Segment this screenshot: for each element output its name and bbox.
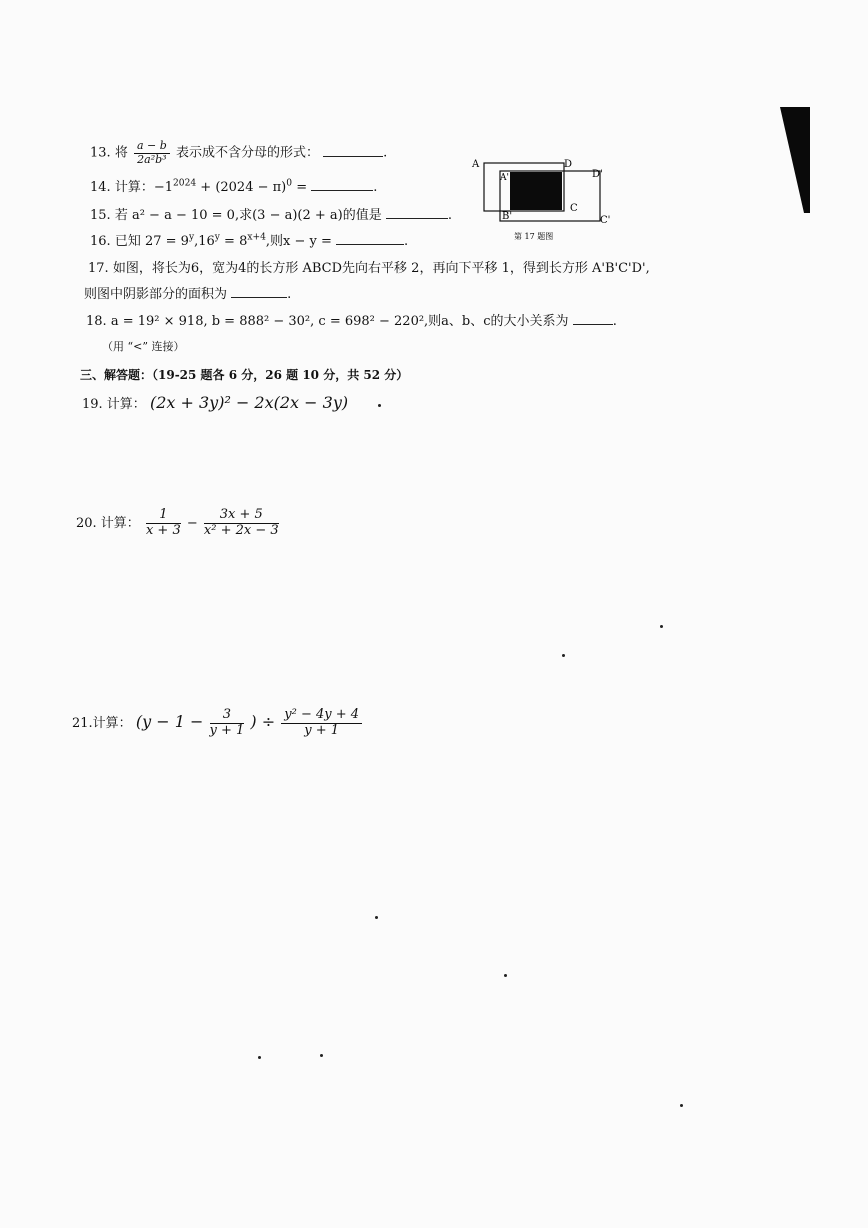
q20-fraction-1	[146, 508, 181, 539]
q21-fraction-1	[210, 708, 245, 739]
question-17-line1	[88, 257, 650, 276]
scan-speck	[680, 1104, 683, 1107]
q16-text3: = 8	[224, 234, 248, 249]
question-21	[72, 708, 364, 739]
q20-frac1-den: x + 3	[145, 522, 181, 538]
question-16	[90, 230, 408, 249]
q21-frac2-num: y² − 4y + 4	[281, 708, 362, 724]
q20-frac2-den: x² + 2x − 3	[203, 522, 279, 538]
q13-end: .	[383, 145, 388, 161]
scan-speck	[320, 1054, 323, 1057]
q18-note: （用 “<” 连接）	[102, 340, 185, 353]
q18-number: 18.	[86, 314, 107, 329]
q13-answer-blank[interactable]	[323, 156, 383, 157]
label-A: A	[472, 159, 480, 170]
q17-answer-blank[interactable]	[231, 297, 287, 298]
scan-shadow	[780, 107, 810, 213]
label-D: D	[564, 159, 573, 170]
q16-exp3: x+4	[247, 232, 266, 243]
q14-answer-blank[interactable]	[311, 190, 373, 191]
q17-number: 17.	[88, 261, 109, 276]
q21-frac1-den: y + 1	[209, 722, 245, 738]
shaded-region	[510, 172, 562, 210]
q15-number: 15.	[90, 208, 111, 223]
q14-exp1: 2024	[173, 178, 197, 189]
q18-answer-blank[interactable]	[573, 324, 613, 325]
q14-text: 计算：−1	[114, 180, 173, 195]
q16-text: 已知 27 = 9	[114, 234, 189, 249]
q16-number: 16.	[90, 234, 111, 249]
question-20	[76, 508, 281, 539]
q14-end: .	[373, 180, 378, 195]
q15-answer-blank[interactable]	[386, 218, 448, 219]
q13-fraction	[134, 140, 170, 166]
scan-speck	[375, 916, 378, 919]
q13-suffix: 表示成不含分母的形式：	[175, 145, 319, 161]
q20-minus: −	[186, 515, 198, 531]
q16-answer-blank[interactable]	[336, 244, 404, 245]
figure-17	[470, 155, 620, 250]
q16-exp1: y	[188, 232, 195, 243]
question-14	[90, 176, 377, 195]
q16-text4: ,则x − y =	[265, 234, 332, 249]
label-A-prime: A'	[500, 173, 509, 183]
q21-frac1-num: 3	[210, 708, 245, 724]
q17-text-line1: 如图，将长为6，宽为4的长方形 ABCD先向右平移 2，再向下平移 1，得到长方形 A'B'C'D',	[112, 261, 650, 276]
q15-end: .	[447, 208, 453, 223]
q20-frac2-num: 3x + 5	[204, 508, 279, 524]
scan-speck	[378, 404, 381, 407]
q13-frac-num: a − b	[134, 140, 170, 154]
q13-prefix: 将	[114, 145, 128, 161]
q15-text: 若 a² − a − 10 = 0,求(3 − a)(2 + a)的值是	[114, 208, 382, 223]
q14-number: 14.	[90, 180, 111, 195]
section-3-heading: 三、解答题：（19-25 题各 6 分，26 题 10 分，共 52 分）	[80, 368, 409, 382]
label-C-prime: C'	[600, 215, 611, 226]
scan-speck	[660, 625, 663, 628]
scan-speck	[258, 1056, 261, 1059]
scan-speck	[504, 974, 507, 977]
q21-open: (y − 1 −	[135, 711, 204, 731]
question-13	[90, 140, 387, 166]
q21-frac2-den: y + 1	[304, 722, 340, 738]
figure-caption: 第 17 题图	[514, 232, 554, 241]
label-B-prime: B'	[502, 211, 513, 222]
q20-frac1-num: 1	[146, 508, 181, 524]
q18-text: a = 19² × 918, b = 888² − 30², c = 698² − 220²,则a、b、c的大小关系为	[110, 314, 569, 329]
q16-end: .	[404, 234, 409, 249]
q17-text-line2: 则图中阴影部分的面积为	[84, 287, 228, 302]
q19-label: 19. 计算：	[82, 397, 146, 412]
question-17-line2	[84, 283, 291, 302]
q20-fraction-2	[204, 508, 279, 539]
q19-expression: (2x + 3y)² − 2x(2x − 3y)	[149, 393, 349, 412]
q21-label: 21.计算：	[72, 715, 132, 731]
q16-exp2: y	[214, 232, 220, 243]
q14-exp2: 0	[286, 178, 293, 189]
q21-fraction-2	[281, 708, 362, 739]
q13-number: 13.	[90, 145, 111, 161]
q14-eq: =	[296, 180, 308, 195]
q14-mid: + (2024 − π)	[200, 180, 287, 195]
q13-frac-den: 2a²b³	[137, 152, 167, 166]
q17-end: .	[287, 287, 292, 302]
q20-label: 20. 计算：	[76, 515, 140, 531]
q16-text2: ,16	[194, 234, 215, 249]
q18-end: .	[612, 314, 617, 329]
label-D-prime: D'	[592, 169, 603, 180]
question-18	[86, 310, 617, 329]
scan-speck	[562, 654, 565, 657]
question-19	[82, 393, 348, 412]
question-15	[90, 204, 452, 223]
label-C: C	[570, 203, 578, 214]
q21-close: ) ÷	[250, 711, 276, 731]
